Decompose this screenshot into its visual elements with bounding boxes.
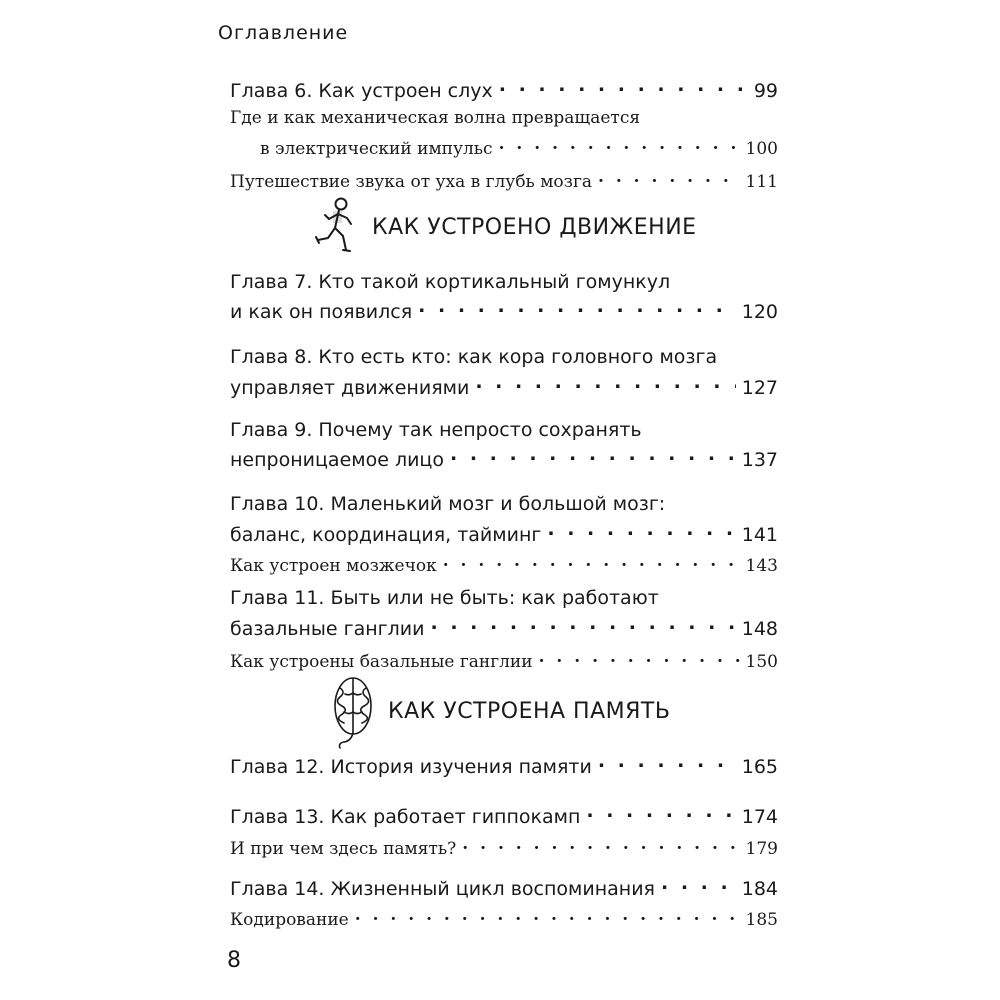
entry-title: в электрический импульс — [260, 139, 493, 160]
toc-entry-chapter-13 — [230, 800, 778, 828]
toc-subentry-line1 — [230, 108, 641, 128]
entry-title: баланс, координация, тайминг — [230, 523, 542, 546]
page-number: 148 — [741, 617, 778, 640]
page-number: 150 — [745, 652, 778, 673]
toc-entry-chapter-6 — [230, 74, 778, 102]
section-heading-movement — [312, 196, 697, 258]
page-number: 143 — [745, 556, 778, 577]
toc-entry-chapter-11 — [230, 612, 778, 640]
toc-entry-chapter-7-line1 — [230, 271, 778, 293]
toc-subentry-basal-ganglia — [230, 647, 778, 672]
entry-title: Где и как механическая волна превращается — [230, 108, 641, 128]
page-number: 127 — [741, 376, 778, 399]
page-number: 99 — [753, 79, 778, 102]
entry-title: Глава 8. Кто есть кто: как кора головного мозга — [230, 346, 718, 368]
entry-title: Глава 14. Жизненный цикл воспоминания — [230, 877, 655, 900]
toc-subentry-sound-journey — [230, 167, 778, 192]
dot-leader — [598, 167, 740, 187]
section-heading-memory — [330, 672, 670, 750]
dot-leader — [661, 872, 736, 895]
entry-title: управляет движениями — [230, 376, 470, 399]
toc-subentry-mechanical-wave — [260, 134, 778, 159]
page-number: 111 — [745, 172, 778, 193]
toc-entry-chapter-9 — [230, 443, 778, 471]
page-folio: 8 — [227, 948, 241, 973]
dot-leader — [499, 74, 748, 97]
page-number: 141 — [741, 523, 778, 546]
dot-leader — [418, 295, 736, 318]
brain-icon — [330, 672, 376, 750]
section-title: КАК УСТРОЕНО ДВИЖЕНИЕ — [372, 214, 697, 240]
toc-entry-chapter-11-line1 — [230, 587, 778, 609]
toc-entry-chapter-7 — [230, 295, 778, 323]
dot-leader — [450, 443, 736, 466]
page-number: 174 — [741, 805, 778, 828]
toc-entry-chapter-10-line1 — [230, 493, 778, 515]
running-head: Оглавление — [218, 22, 349, 44]
toc-subentry-memory — [230, 834, 778, 859]
table-of-contents — [230, 0, 778, 1000]
running-man-icon — [312, 196, 362, 258]
entry-title: базальные ганглии — [230, 617, 425, 640]
entry-title: Как устроен мозжечок — [230, 556, 437, 577]
dot-leader — [443, 551, 740, 571]
dot-leader — [539, 647, 740, 667]
entry-title: Глава 6. Как устроен слух — [230, 79, 493, 102]
entry-title: Глава 9. Почему так непросто сохранять — [230, 419, 642, 441]
entry-title: Глава 13. Как работает гиппокамп — [230, 805, 581, 828]
toc-entry-chapter-9-line1 — [230, 419, 778, 441]
dot-leader — [430, 612, 735, 635]
entry-title: Глава 7. Кто такой кортикальный гомункул — [230, 271, 671, 293]
entry-title: непроницаемое лицо — [230, 448, 444, 471]
entry-title: Глава 12. История изучения памяти — [230, 755, 592, 778]
toc-entry-chapter-10 — [230, 518, 778, 546]
toc-subentry-encoding — [230, 905, 778, 930]
dot-leader — [598, 750, 736, 773]
dot-leader — [462, 834, 739, 854]
page-number: 184 — [741, 877, 778, 900]
dot-leader — [499, 134, 740, 154]
toc-entry-chapter-12 — [230, 750, 778, 778]
toc-entry-chapter-14 — [230, 872, 778, 900]
dot-leader — [547, 518, 735, 541]
page-number: 185 — [745, 910, 778, 931]
page-number: 100 — [745, 139, 778, 160]
entry-title: Как устроены базальные ганглии — [230, 652, 533, 673]
entry-title: Кодирование — [230, 910, 349, 931]
section-title: КАК УСТРОЕНА ПАМЯТЬ — [388, 698, 671, 724]
page-number: 179 — [745, 839, 778, 860]
page-number: 120 — [741, 300, 778, 323]
dot-leader — [475, 371, 735, 394]
entry-title: Глава 11. Быть или не быть: как работают — [230, 587, 659, 609]
dot-leader — [586, 800, 735, 823]
toc-subentry-cerebellum — [230, 551, 778, 576]
dot-leader — [355, 905, 740, 925]
toc-entry-chapter-8 — [230, 371, 778, 399]
entry-title: И при чем здесь память? — [230, 839, 457, 860]
entry-title: и как он появился — [230, 300, 413, 323]
page-number: 137 — [741, 448, 778, 471]
entry-title: Путешествие звука от уха в глубь мозга — [230, 172, 592, 193]
entry-title: Глава 10. Маленький мозг и большой мозг: — [230, 493, 666, 515]
toc-entry-chapter-8-line1 — [230, 346, 778, 368]
page-number: 165 — [741, 755, 778, 778]
